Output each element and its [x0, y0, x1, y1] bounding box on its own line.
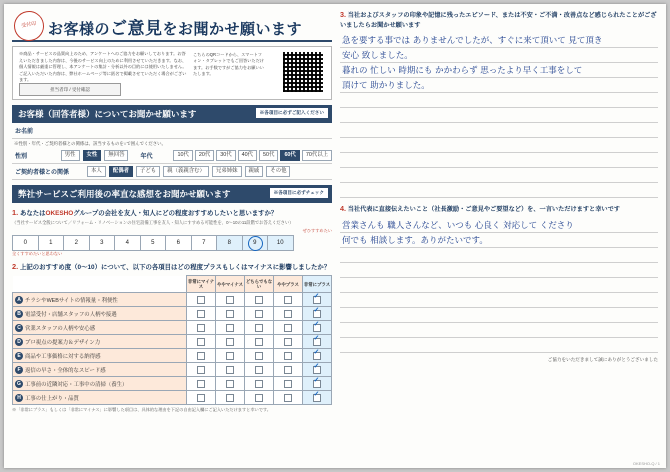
age-option-70plus[interactable]: 70代以上 — [302, 150, 332, 161]
scale-right-label: ぜひすすめたい — [302, 227, 332, 233]
answer-line[interactable] — [340, 233, 658, 248]
row-label-c — [13, 321, 187, 335]
row-label-e — [13, 349, 187, 363]
checkbox[interactable] — [284, 394, 292, 402]
checkbox[interactable] — [226, 394, 234, 402]
checkbox[interactable] — [226, 338, 234, 346]
cell-c-4[interactable] — [303, 321, 332, 335]
section2-bar — [12, 185, 332, 203]
checkbox[interactable] — [255, 366, 263, 374]
cell-e-0[interactable] — [187, 349, 216, 363]
checkbox[interactable] — [197, 324, 205, 332]
answer-line[interactable] — [340, 123, 658, 138]
answer-line[interactable] — [340, 263, 658, 278]
question3-title — [340, 10, 658, 30]
age-label: 年代 — [140, 154, 153, 160]
answer-line[interactable] — [340, 78, 658, 93]
page-title — [48, 14, 302, 39]
answer-line[interactable] — [340, 63, 658, 78]
gender-options — [61, 150, 332, 161]
row-mark-d: D — [15, 338, 23, 346]
nps-option-7[interactable]: 7 — [191, 235, 217, 251]
table-row — [13, 363, 332, 377]
table-row — [13, 307, 332, 321]
checkbox[interactable] — [284, 296, 292, 304]
cell-b-0[interactable] — [187, 307, 216, 321]
influence-table — [12, 275, 332, 405]
checkbox-checked[interactable] — [313, 338, 321, 346]
question4-title — [340, 204, 658, 215]
handwriting-line: 頂けて 助かりました。 — [342, 81, 430, 92]
cell-g-4[interactable] — [303, 377, 332, 391]
cell-e-3[interactable] — [274, 349, 303, 363]
cell-f-2[interactable] — [245, 363, 274, 377]
nps-option-1[interactable]: 1 — [38, 235, 64, 251]
table-footnote: ※「非常にプラス」もしくは「非常にマイナス」に影響した項目は、具体的な理由を下記の自由記入欄にご記入いただけますと幸いです。 — [12, 407, 271, 413]
cell-h-3[interactable] — [274, 391, 303, 405]
answer-line[interactable] — [340, 218, 658, 233]
handwriting-line: 営業さんも 職人さんなど、いつも 心良く 対応して くださり — [342, 220, 574, 231]
question3-text: 当社およびスタッフの印象や記憶に残ったエピソード、または不安・ご不満・改善点など感じられたことがございましたらお聞かせ願います — [340, 12, 657, 29]
cell-d-4[interactable] — [303, 335, 332, 349]
cell-e-2[interactable] — [245, 349, 274, 363]
table-header-neutral: どちらでもない — [245, 276, 274, 293]
cell-f-4[interactable] — [303, 363, 332, 377]
age-option-10[interactable]: 10代 — [173, 150, 192, 161]
section2-required-badge: ※各項目に必ずチェック — [270, 188, 328, 198]
thanks-text: ご協力をいただきまして誠にありがとうございました — [547, 356, 658, 362]
cell-f-1[interactable] — [216, 363, 245, 377]
answer-line[interactable] — [340, 93, 658, 108]
cell-b-2[interactable] — [245, 307, 274, 321]
table-header-blank — [13, 276, 187, 293]
age-option-60[interactable]: 60代 — [280, 150, 299, 161]
cell-a-0[interactable] — [187, 293, 216, 307]
answer-line[interactable] — [340, 168, 658, 183]
row-text-d: プロ視点の提案力＆デザイン力 — [25, 339, 101, 346]
row-label-b — [13, 307, 187, 321]
checkbox[interactable] — [226, 324, 234, 332]
checkbox[interactable] — [255, 324, 263, 332]
row-label-h — [13, 391, 187, 405]
answer-line[interactable] — [340, 108, 658, 123]
age-option-40[interactable]: 40代 — [238, 150, 257, 161]
cell-h-1[interactable] — [216, 391, 245, 405]
checkbox[interactable] — [255, 352, 263, 360]
cell-g-1[interactable] — [216, 377, 245, 391]
checkbox[interactable] — [226, 310, 234, 318]
row-mark-g: G — [15, 380, 23, 388]
checkbox[interactable] — [284, 338, 292, 346]
scale-left-label: 全くすすめたいと思わない — [12, 250, 63, 256]
cell-a-1[interactable] — [216, 293, 245, 307]
answer-line[interactable] — [340, 138, 658, 153]
gender-row — [12, 148, 332, 164]
right-column — [340, 10, 658, 462]
checkbox[interactable] — [284, 366, 292, 374]
checkbox[interactable] — [197, 380, 205, 388]
checkbox[interactable] — [197, 338, 205, 346]
cell-c-2[interactable] — [245, 321, 274, 335]
section1-bar — [12, 105, 332, 123]
checkbox-checked[interactable] — [313, 394, 321, 402]
cell-g-2[interactable] — [245, 377, 274, 391]
checkbox[interactable] — [255, 380, 263, 388]
gender-option-female[interactable]: 女性 — [83, 150, 102, 161]
section2-label: 弊社サービスご利用後の率直な感想をお聞かせ願います — [18, 189, 231, 199]
relation-label: ご契約者様との関係 — [15, 170, 70, 176]
answer-line[interactable] — [340, 48, 658, 63]
age-options — [173, 150, 332, 161]
left-column — [12, 10, 332, 462]
checkbox[interactable] — [197, 352, 205, 360]
row-text-b: 電話受付・店舗スタッフの人柄や接遇 — [25, 311, 117, 318]
qr-code-icon[interactable] — [283, 52, 323, 92]
answer-line[interactable] — [340, 33, 658, 48]
question1-title — [12, 208, 332, 219]
checkbox[interactable] — [284, 380, 292, 388]
qr-description: こちらのQRコードから、スマートフォン・タブレットでもご回答いただけます。お手数ですがご協力をお願いいたします。 — [193, 52, 264, 76]
page-footer: OKESHO-Q / 1 — [632, 461, 660, 466]
relation-option-sibling[interactable]: 兄弟姉妹 — [212, 166, 242, 177]
row-label-g — [13, 377, 187, 391]
checkbox[interactable] — [284, 324, 292, 332]
checkbox-checked[interactable] — [313, 352, 321, 360]
nps-option-0[interactable]: 0 — [12, 235, 38, 251]
checkbox-checked[interactable] — [313, 296, 321, 304]
checkbox-checked[interactable] — [313, 324, 321, 332]
relation-row — [12, 164, 332, 180]
nps-option-2[interactable]: 2 — [63, 235, 89, 251]
cell-d-3[interactable] — [274, 335, 303, 349]
answer-line[interactable] — [340, 183, 658, 198]
cell-c-0[interactable] — [187, 321, 216, 335]
nps-option-5[interactable]: 5 — [140, 235, 166, 251]
question1-number: 1. — [12, 208, 19, 217]
cell-e-4[interactable] — [303, 349, 332, 363]
document-header — [12, 10, 332, 42]
checkbox[interactable] — [255, 310, 263, 318]
question2-title — [12, 262, 332, 273]
table-row — [13, 349, 332, 363]
question1-text-a: あなたは — [19, 210, 46, 217]
checkbox-checked[interactable] — [313, 366, 321, 374]
relation-option-self[interactable]: 本人 — [87, 166, 106, 177]
nps-option-4[interactable]: 4 — [114, 235, 140, 251]
cell-g-0[interactable] — [187, 377, 216, 391]
row-label-a — [13, 293, 187, 307]
age-option-20[interactable]: 20代 — [195, 150, 214, 161]
cell-a-4[interactable] — [303, 293, 332, 307]
handwriting-line: 急を要する事では ありませんでしたが、すぐに来て頂いて 見て頂き — [342, 36, 603, 47]
cell-h-2[interactable] — [245, 391, 274, 405]
question4-text: 当社代表に直接伝えたいこと（社長激励・ご意見やご要望など）を、一言いただけますと幸いです — [347, 206, 620, 214]
question3-number: 3. — [340, 10, 346, 19]
checkbox[interactable] — [226, 296, 234, 304]
gender-option-none[interactable]: 無回答 — [104, 150, 128, 161]
age-option-50[interactable]: 50代 — [259, 150, 278, 161]
table-row — [13, 335, 332, 349]
cell-g-3[interactable] — [274, 377, 303, 391]
cell-f-0[interactable] — [187, 363, 216, 377]
row-mark-b: B — [15, 310, 23, 318]
checkbox[interactable] — [226, 352, 234, 360]
cell-h-4[interactable] — [303, 391, 332, 405]
checkbox[interactable] — [197, 366, 205, 374]
cell-e-1[interactable] — [216, 349, 245, 363]
answer-line[interactable] — [340, 293, 658, 308]
question1-text-b: グループの会社を友人・知人にどの程度おすすめしたいと思いますか？ — [73, 210, 278, 217]
table-header-minus: ややマイナス — [216, 276, 245, 293]
relation-option-spouse[interactable]: 配偶者 — [109, 166, 133, 177]
table-row — [13, 377, 332, 391]
answer-line[interactable] — [340, 323, 658, 338]
row-text-c: 営業スタッフの人柄や安心感 — [25, 325, 96, 332]
checkbox[interactable] — [284, 310, 292, 318]
intro-text: ※商品・サービスの品質向上のため、アンケートへのご協力をお願いしております。お答えいただきました内容は、今後のサービス向上のために利用させていただきます。なお、個人情報は厳重に管理し、本アンケートの集計・分析以外の目的には使用いたしません。ご記入いただいた内容は、弊社ホームページ等に匿名で掲載させていただく場合がございます。 — [19, 51, 187, 82]
checkbox[interactable] — [226, 366, 234, 374]
age-option-30[interactable]: 30代 — [216, 150, 235, 161]
answer-line[interactable] — [340, 248, 658, 263]
answer-line[interactable] — [340, 308, 658, 323]
row-mark-a: A — [15, 296, 23, 304]
checkbox[interactable] — [255, 394, 263, 402]
question3-answer-area[interactable] — [340, 33, 658, 198]
cell-c-1[interactable] — [216, 321, 245, 335]
table-header-very-plus: 非常にプラス — [303, 276, 332, 293]
checkbox[interactable] — [197, 310, 205, 318]
row-mark-f: F — [15, 366, 23, 374]
section1-note: ※性別・年代・ご契約者様との関係は、該当するものを○で囲んでください。 — [14, 141, 166, 146]
row-label-f — [13, 363, 187, 377]
page-title-rest: をお聞かせ願います — [162, 21, 303, 38]
row-text-f: 返信の早さ・全体的なスピード感 — [25, 367, 106, 374]
intro-block — [12, 46, 332, 100]
table-header-very-minus: 非常にマイナス — [187, 276, 216, 293]
cell-a-2[interactable] — [245, 293, 274, 307]
relation-option-parent[interactable]: 親（義親含む） — [163, 166, 209, 177]
question1-brand: OKESHO — [45, 210, 74, 217]
cell-c-3[interactable] — [274, 321, 303, 335]
checkbox-checked[interactable] — [313, 380, 321, 388]
nps-option-3[interactable]: 3 — [89, 235, 115, 251]
answer-line[interactable] — [340, 338, 658, 353]
row-label-d — [13, 335, 187, 349]
page-title-main: お客様の — [48, 21, 111, 38]
gender-option-male[interactable]: 男性 — [61, 150, 80, 161]
cell-b-3[interactable] — [274, 307, 303, 321]
table-row — [13, 391, 332, 405]
reception-stamp-icon: 受付印 — [12, 9, 47, 44]
section1-required-badge: ※各項目に必ずご記入ください — [256, 108, 328, 118]
row-text-g: 工事前の近隣対応・工事中の清掃（養生） — [25, 381, 128, 388]
staff-stamp-field: 担当者印 / 受付確認 — [19, 83, 121, 96]
nps-scale — [12, 235, 332, 251]
question4-number: 4. — [340, 204, 346, 214]
cell-d-2[interactable] — [245, 335, 274, 349]
cell-d-1[interactable] — [216, 335, 245, 349]
handwriting-line: 暮れの 忙しい 時期にも かかわらず 思ったより早く工事をして — [342, 66, 583, 77]
row-text-e: 商品や工事価格に対する納得感 — [25, 353, 101, 360]
row-text-a: チラシやWEBサイトの情報量・利便性 — [25, 297, 118, 304]
cell-f-3[interactable] — [274, 363, 303, 377]
nps-option-6[interactable]: 6 — [165, 235, 191, 251]
answer-line[interactable] — [340, 278, 658, 293]
checkbox[interactable] — [255, 296, 263, 304]
answer-line[interactable] — [340, 153, 658, 168]
relation-option-relative[interactable]: 親戚 — [245, 166, 264, 177]
question1-subtext: （当社サービス全般について／リフォーム・リノベーションの住宅設備工事を友人・知人にすすめる可能性を、0〜10の11段階でお答えください） — [12, 219, 294, 225]
row-mark-h: H — [15, 394, 23, 402]
table-row — [13, 293, 332, 307]
nps-option-10[interactable]: 10 — [267, 235, 294, 251]
handwriting-line: 何でも 相談します。ありがたいです。 — [342, 235, 488, 246]
question2-text: 上記のおすすめ度（0〜10）について、以下の各項目はどの程度プラスもしくはマイナスに影響しましたか？ — [19, 263, 331, 271]
nps-option-8[interactable]: 8 — [216, 235, 242, 251]
relation-option-other[interactable]: その他 — [266, 166, 290, 177]
nps-option-9[interactable]: 9 — [242, 235, 268, 251]
cell-b-1[interactable] — [216, 307, 245, 321]
cell-a-3[interactable] — [274, 293, 303, 307]
table-header-row — [13, 276, 332, 293]
gender-label: 性別 — [15, 154, 28, 160]
checkbox[interactable] — [255, 338, 263, 346]
name-label: お名前 — [15, 129, 34, 135]
checkbox[interactable] — [197, 394, 205, 402]
page-title-accent: ご意見 — [110, 19, 163, 38]
relation-option-child[interactable]: 子ども — [136, 166, 160, 177]
question2-number: 2. — [12, 261, 19, 271]
cell-d-0[interactable] — [187, 335, 216, 349]
row-mark-e: E — [15, 352, 23, 360]
section1-label: お客様（回答者様）についてお聞かせ願います — [18, 109, 197, 119]
cell-h-0[interactable] — [187, 391, 216, 405]
checkbox[interactable] — [197, 296, 205, 304]
checkbox[interactable] — [226, 380, 234, 388]
questionnaire-sheet — [4, 4, 666, 468]
checkbox[interactable] — [284, 352, 292, 360]
question4-answer-area[interactable] — [340, 218, 658, 353]
table-header-plus: ややプラス — [274, 276, 303, 293]
table-row — [13, 321, 332, 335]
checkbox-checked[interactable] — [313, 310, 321, 318]
row-text-h: 工事の仕上がり・品質 — [25, 395, 79, 402]
row-mark-c: C — [15, 324, 23, 332]
relation-options — [87, 166, 332, 177]
cell-b-4[interactable] — [303, 307, 332, 321]
handwriting-line: 安心 致しました。 — [342, 51, 413, 62]
name-row — [12, 123, 332, 139]
